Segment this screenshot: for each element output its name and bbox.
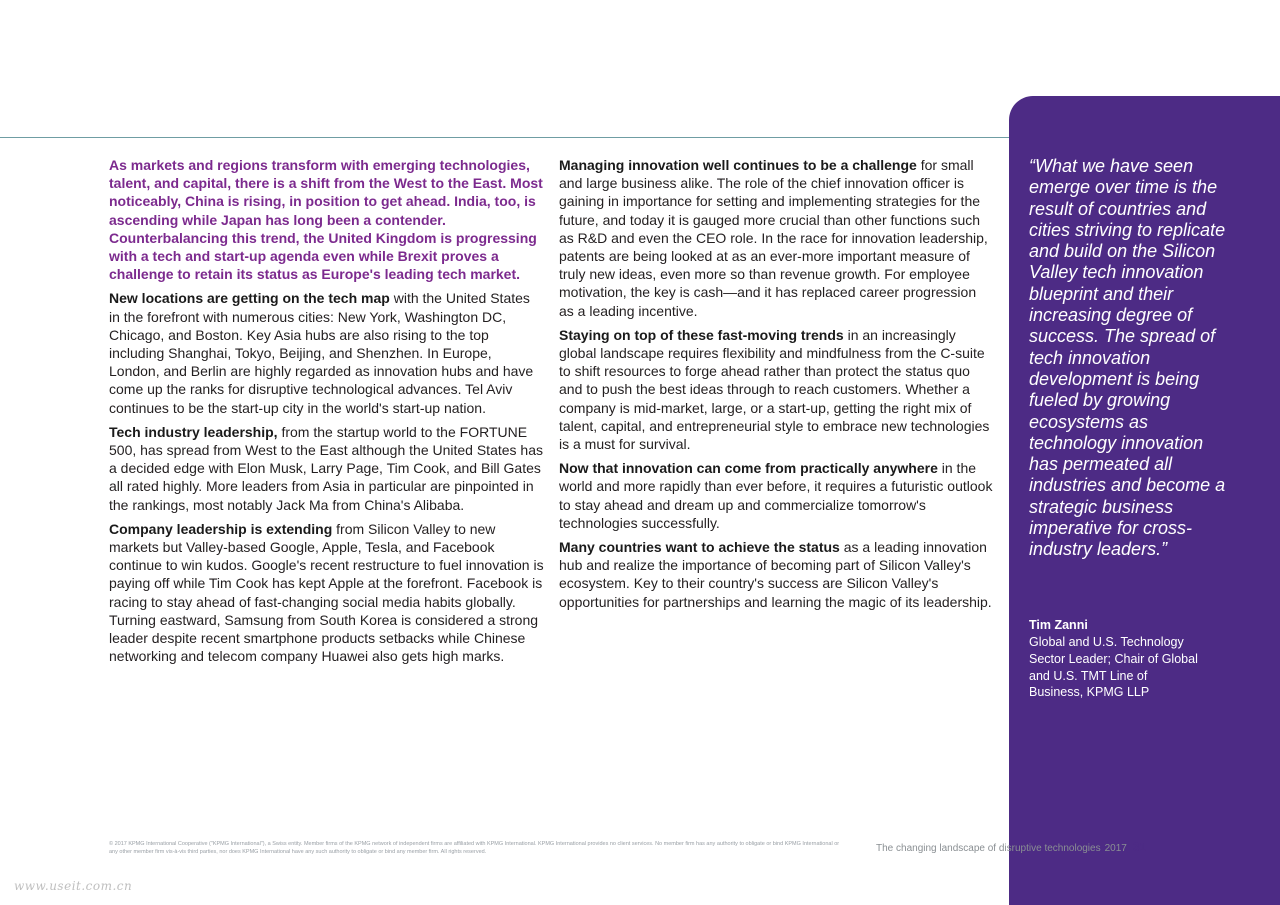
body-paragraph [559, 459, 994, 532]
quote-author-title: Global and U.S. Technology Sector Leader; Chair of Global and U.S. TMT Line of Business, KPMG LLP [1029, 635, 1198, 700]
paragraph-lead: Many countries want to achieve the status [559, 539, 840, 556]
middle-column [559, 156, 994, 617]
header-rule [0, 137, 1010, 138]
legal-notice: © 2017 KPMG International Cooperative ("KPMG International"), a Swiss entity. Member firms of the KPMG network of independent firms are affiliated with KPMG International. KPMG International provides no client services. No member firm has any authority to obligate or bind KPMG International or any other member firm vis-à-vis third parties, nor does KPMG International have any such authority to obligate or bind any member firm. All rights reserved. [109, 841, 840, 855]
paragraph-lead: Now that innovation can come from practically anywhere [559, 460, 938, 477]
body-paragraph [559, 326, 994, 453]
paragraph-lead: Tech industry leadership, [109, 423, 278, 440]
intro-paragraph: As markets and regions transform with emerging technologies, talent, and capital, there is a shift from the West to the East. Most noticeably, China is rising, in position to get ahead. India, too, is ascending while Japan has long been a contender. Counterbalancing this trend, the United Kingdom is progressing with a tech and start-up agenda even while Brexit proves a challenge to retain its status as Europe's leading tech market. [109, 157, 543, 283]
body-paragraph [559, 156, 994, 320]
paragraph-text: for small and large business alike. The role of the chief innovation officer is gaining in importance for setting and implementing strategies for the future, and today it is gauged more crucial than other functions such as R&D and even the CEO role. In the race for innovation leadership, patents are being looked at as an ever-more important measure of truly new ideas, even more so than revenue growth. For employee motivation, the key is cash—and it has replaced career progression as a leading incentive. [559, 157, 988, 319]
paragraph-text: as a leading innovation hub and realize the importance of becoming part of Silicon Valley's ecosystem. Key to their country's success are Silicon Valley's opportunities for partnerships and learning the magic of its leadership. [559, 539, 992, 610]
body-paragraph [109, 423, 544, 514]
paragraph-lead: Company leadership is extending [109, 520, 333, 537]
watermark: www.useit.com.cn [14, 879, 133, 893]
document-year: 2017 [1104, 843, 1127, 854]
page-number: 31 [1132, 840, 1147, 854]
body-paragraph [109, 289, 544, 416]
paragraph-text: in an increasingly global landscape requires flexibility and mindfulness from the C-suite to shift resources to forge ahead rather than protect the status quo and to push the best ideas through to reach customers. Whether a company is mid-market, large, or a start-up, getting the right mix of talent, capital, and entrepreneurial style to embrace new technologies is a must for survival. [559, 326, 990, 453]
left-column [109, 156, 544, 671]
paragraph-text: with the United States in the forefront with numerous cities: New York, Washington DC, Chicago, and Boston. Key Asia hubs are also rising to the top including Shanghai, Tokyo, Beijing, and Shenzhen. In Europe, London, and Berlin are highly regarded as innovation hubs and have come up the ranks for disruptive technological advances. Tel Aviv continues to be the start-up city in the world's start-up nation. [109, 290, 534, 416]
paragraph-lead: Staying on top of these fast-moving trends [559, 326, 844, 343]
paragraph-text: from Silicon Valley to new markets but Valley-based Google, Apple, Tesla, and Facebook continue to win kudos. Google's recent restructure to fuel innovation is paying off while Tim Cook has kept Apple at the forefront. Facebook is racing to stay ahead of fast-changing social media habits globally. Turning eastward, Samsung from South Korea is considered a strong leader despite recent smartphone products setbacks while Chinese networking and telecom company Huawei also gets high marks. [109, 520, 544, 665]
paragraph-lead: Managing innovation well continues to be a challenge [559, 157, 917, 173]
body-paragraph [109, 520, 544, 666]
page-footer [876, 839, 1176, 857]
paragraph-text: in the world and more rapidly than ever before, it requires a futuristic outlook to stay ahead and dream up and commercialize tomorrow's technologies successfully. [559, 460, 993, 531]
paragraph-text: from the startup world to the FORTUNE 500, has spread from West to the East although the United States has a decided edge with Elon Musk, Larry Page, Tim Cook, and Bill Gates all rated highly. More leaders from Asia in particular are pinpointed in the rankings, most notably Jack Ma from China's Alibaba. [109, 423, 543, 513]
body-paragraph [559, 538, 994, 611]
document-title: The changing landscape of disruptive technologies [876, 843, 1101, 854]
pull-quote: “What we have seen emerge over time is the result of countries and cities striving to replicate and build on the Silicon Valley tech innovation blueprint and their increasing degree of success. The spread of tech innovation development is being fueled by growing ecosystems as technology innovation has permeated all industries and become a strategic business imperative for cross-industry leaders.” [1029, 156, 1226, 560]
quote-author-name: Tim Zanni [1029, 618, 1088, 632]
paragraph-lead: New locations are getting on the tech map [109, 290, 390, 307]
